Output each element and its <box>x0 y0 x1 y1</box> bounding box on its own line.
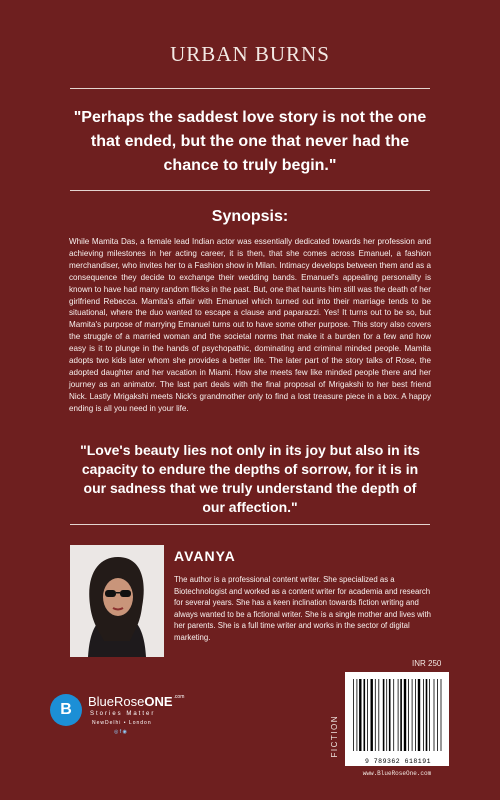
publisher-name-b: ONE <box>144 694 173 709</box>
publisher-tld: .com <box>173 694 185 700</box>
price-label: INR 250 <box>412 659 442 668</box>
divider <box>70 190 430 191</box>
top-quote: "Perhaps the saddest love story is not the one that ended, but the one that never had the chance to truly begin." <box>73 109 427 174</box>
barcode-icon <box>351 677 443 755</box>
publisher-cities: NewDelhi • London <box>92 720 152 726</box>
synopsis-text: While Mamita Das, a female lead Indian actor was essentially dedicated towards her profession and achieving milestones in her acting career, it is then, that she comes across Emanuel, a fashion merchandiser, who invites her to a Fashion show in Milan. Intimacy develops between them and as a consequence they decide to exchange their wedding bands. Emanuel's appealing personality is known to have had many random flicks in the past. But, one that haunts him still was the death of her girlfriend Rebecca. Mamita's affair with Emanuel which turned out into their marriage tends to be situational, where the duo wanted to escape a clause and paparazzi. Yes! It turns out to be so, but Mamita's purpose of marrying Emanuel turns out to have some other purpose. This story also covers the struggle of a married woman and the societal norms that make it a burden for a few and how easy is it to plunge in the hands of psychopathic, dominating and criminal minded people. Mamita adopts two kids later whom she provides a better life. The later part of the story talks of Rose, the adopted daughter and her vacation in Miami. How she meets few like minded people there and her journey as an animator. The last part deals with the final proposal of Mrigakshi to her best friend Nick. Lastly Mrigakshi meets Nick's grandmother only to find a lost treasure piece in a box. A happy ending is all you need in your life. <box>69 237 431 413</box>
publisher-website: www.BlueRoseOne.com <box>362 770 432 777</box>
publisher-name <box>88 694 184 709</box>
divider <box>70 88 430 89</box>
author-name: AVANYA <box>174 548 236 564</box>
genre-label: FICTION <box>330 715 339 758</box>
logo-letter: B <box>60 701 72 718</box>
isbn-number: 9 789362 618191 <box>364 758 431 765</box>
publisher-name-a: BlueRose <box>88 694 145 709</box>
synopsis-heading: Synopsis: <box>211 208 289 225</box>
barcode <box>345 672 449 766</box>
author-photo <box>70 545 164 657</box>
book-title: URBAN BURNS <box>170 42 330 66</box>
publisher-logo-icon <box>50 694 82 726</box>
bottom-quote: "Love's beauty lies not only in its joy but also in its capacity to endure the depths of sorrow, for it is in our sadness that we truly understand the depth of our affection." <box>80 442 420 515</box>
author-bio: The author is a professional content writer. She specialized as a Biotechnologist and worked as a content writer for academia and research for several years. She has a keen inclination towards fiction writing and always wanted to be a fictional writer. She is a single mother and lives with her parents. She is a full time writer and works in the sector of digital marketing. <box>174 575 431 642</box>
divider <box>70 524 430 525</box>
publisher-tagline: Stories Matter <box>90 711 156 717</box>
social-icons: ◎ f ◉ <box>114 729 127 735</box>
